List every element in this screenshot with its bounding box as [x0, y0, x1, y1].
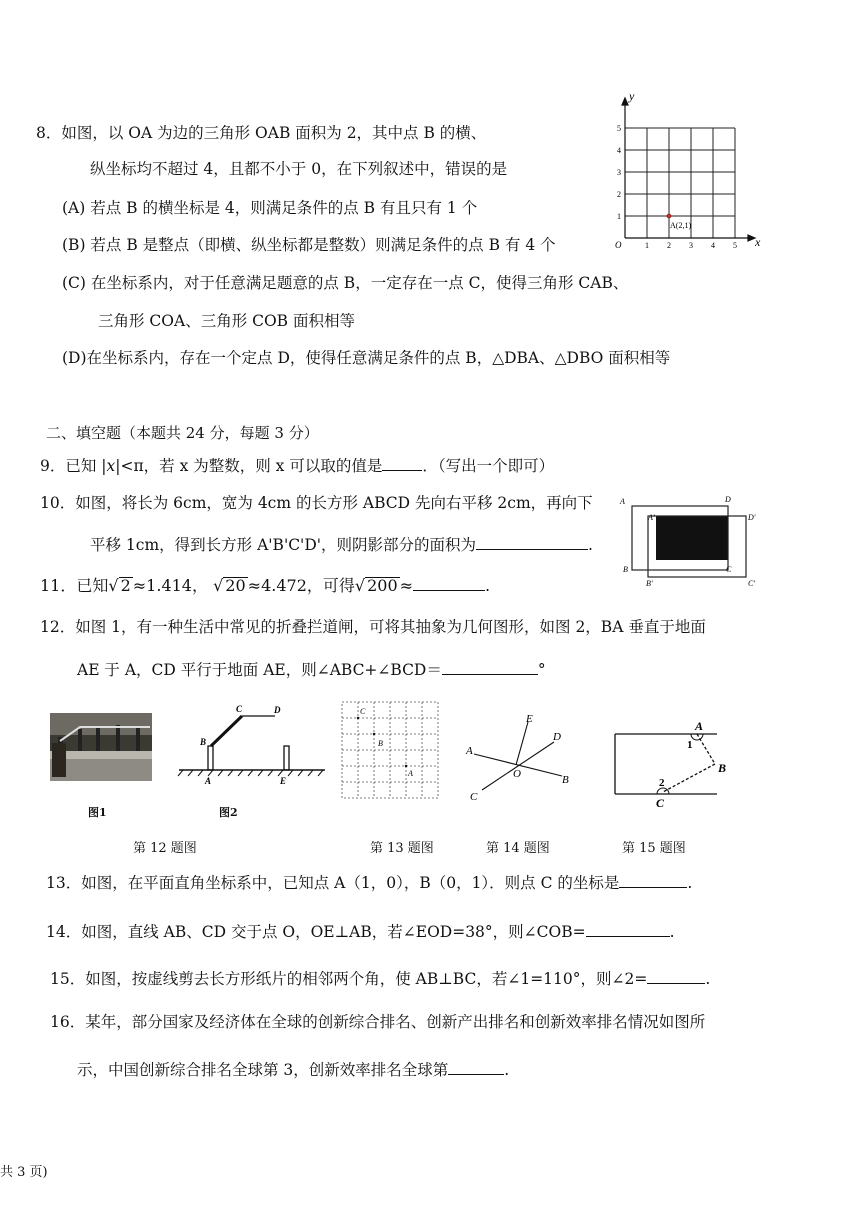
svg-text:B: B [718, 761, 727, 775]
svg-text:D': D' [748, 513, 756, 522]
svg-text:O: O [513, 768, 521, 780]
question-12-line2: AE 于 A，CD 平行于地面 AE，则∠ABC+∠BCD＝ ° [77, 661, 546, 679]
y-tick: 5 [617, 124, 621, 133]
answer-blank[interactable] [586, 922, 670, 937]
question-10-line2: 平移 1cm，得到长方形 A'B'C'D'，则阴影部分的面积为 . [90, 536, 593, 554]
q12-gate-figure2 [175, 700, 329, 792]
x-tick: 2 [667, 241, 671, 250]
question-14: 14．如图，直线 AB、CD 交于点 O，OE⊥AB，若∠EOD=38°，则∠COB= . [46, 923, 675, 941]
section-heading: 二、填空题（本题共 24 分，每题 3 分） [46, 424, 319, 442]
svg-text:D: D [553, 731, 561, 743]
svg-text:E: E [280, 776, 287, 786]
svg-text:2: 2 [659, 777, 665, 789]
answer-blank[interactable] [442, 660, 538, 675]
answer-blank[interactable] [413, 576, 485, 591]
caption-q14: 第 14 题图 [486, 841, 550, 856]
q8-option-d: (D)在坐标系内，存在一个定点 D，使得任意满足条件的点 B，△DBA、△DBO 面积相等 [62, 349, 671, 367]
svg-text:C: C [360, 707, 366, 716]
question-16-line2: 示，中国创新综合排名全球第 3，创新效率排名全球第 . [77, 1061, 510, 1079]
q8-option-a: (A) 若点 B 的横坐标是 4，则满足条件的点 B 有且只有 1 个 [62, 199, 478, 217]
x-tick: 1 [645, 241, 649, 250]
svg-text:B: B [200, 737, 207, 747]
answer-blank[interactable] [382, 456, 422, 471]
q13-grid-figure [340, 700, 440, 800]
q8-option-c-line2: 三角形 COA、三角形 COB 面积相等 [98, 312, 355, 330]
svg-text:A: A [466, 745, 473, 757]
y-tick: 4 [617, 146, 621, 155]
q8-option-b: (B) 若点 B 是整点（即横、纵坐标都是整数）则满足条件的点 B 有 4 个 [62, 236, 556, 254]
svg-text:B': B' [646, 579, 653, 588]
q10-rectangles-figure [618, 492, 766, 588]
caption-q13: 第 13 题图 [370, 841, 434, 856]
svg-text:E: E [526, 713, 533, 725]
point-a-label: A(2,1) [670, 221, 692, 230]
y-axis-label: y [629, 89, 635, 103]
svg-text:1: 1 [687, 739, 693, 751]
answer-blank[interactable] [619, 873, 687, 888]
svg-text:C: C [726, 565, 732, 574]
answer-blank[interactable] [448, 1060, 504, 1075]
svg-text:A: A [205, 776, 212, 786]
y-tick: 1 [617, 212, 621, 221]
q12-line1: 12．如图 1，有一种生活中常见的折叠拦道闸，可将其抽象为几何图形，如图 2，BA 垂直于地面 [40, 618, 706, 636]
svg-text:B: B [562, 774, 569, 786]
svg-text:D: D [725, 495, 731, 504]
x-axis-label: x [755, 235, 761, 249]
question-9: 9．已知 |x|<π，若 x 为整数，则 x 可以取的值是 ．（写出一个即可） [40, 457, 555, 475]
q8-option-c-line1: (C) 在坐标系内，对于任意满足题意的点 B，一定存在一点 C，使得三角形 CAB、 [62, 274, 629, 292]
answer-blank[interactable] [647, 969, 705, 984]
y-tick: 3 [617, 168, 621, 177]
question-11: 11．已知√ 2 ≈1.414， √ 20 ≈4.472，可得√ 200 ≈ . [40, 576, 491, 595]
figure2-label: 图2 [219, 806, 238, 819]
shaded-overlap [656, 516, 728, 560]
point-a [667, 214, 671, 218]
svg-text:A: A [408, 769, 413, 778]
svg-text:B: B [378, 739, 383, 748]
q14-lines-figure [462, 710, 580, 804]
q8-coordinate-graph [605, 88, 765, 258]
svg-text:A: A [620, 497, 625, 506]
answer-blank[interactable] [476, 535, 588, 550]
line-cd [482, 742, 554, 790]
q15-paper-figure [605, 716, 745, 810]
question-15: 15．如图，按虚线剪去长方形纸片的相邻两个角，使 AB⊥BC，若∠1=110°，则∠2= . [50, 970, 711, 988]
q8-stem-line1: 8．如图，以 OA 为边的三角形 OAB 面积为 2，其中点 B 的横、 [36, 124, 487, 142]
caption-q15: 第 15 题图 [622, 841, 686, 856]
question-13: 13．如图，在平面直角坐标系中，已知点 A（1，0），B（0，1）．则点 C 的坐标是 . [46, 874, 693, 892]
svg-text:C: C [470, 791, 478, 803]
q8-stem-line2: 纵坐标均不超过 4，且都不小于 0，在下列叙述中，错误的是 [90, 160, 508, 178]
q12-photo-figure1 [50, 713, 152, 781]
y-tick: 2 [617, 190, 621, 199]
svg-text:C': C' [748, 579, 756, 588]
ray-oe [516, 722, 528, 765]
svg-text:A': A' [648, 513, 655, 522]
x-tick: 5 [733, 241, 737, 250]
x-axis-arrow-icon [748, 235, 755, 241]
svg-text:C: C [656, 796, 665, 810]
svg-text:B: B [623, 565, 628, 574]
svg-text:D: D [274, 705, 281, 715]
svg-text:A: A [695, 719, 704, 733]
svg-text:C: C [236, 704, 243, 714]
x-tick: 4 [711, 241, 715, 250]
origin-label: O [615, 240, 622, 250]
q10-line1: 10．如图，将长为 6cm，宽为 4cm 的长方形 ABCD 先向右平移 2cm，再向下 [40, 494, 593, 512]
q16-line1: 16．某年，部分国家及经济体在全球的创新综合排名、创新产出排名和创新效率排名情况如图所 [50, 1013, 706, 1031]
page-footer: 共 3 页) [0, 1165, 48, 1180]
figure1-label: 图1 [88, 806, 107, 819]
y-axis-arrow-icon [622, 98, 628, 105]
x-tick: 3 [689, 241, 693, 250]
caption-q12: 第 12 题图 [133, 841, 197, 856]
